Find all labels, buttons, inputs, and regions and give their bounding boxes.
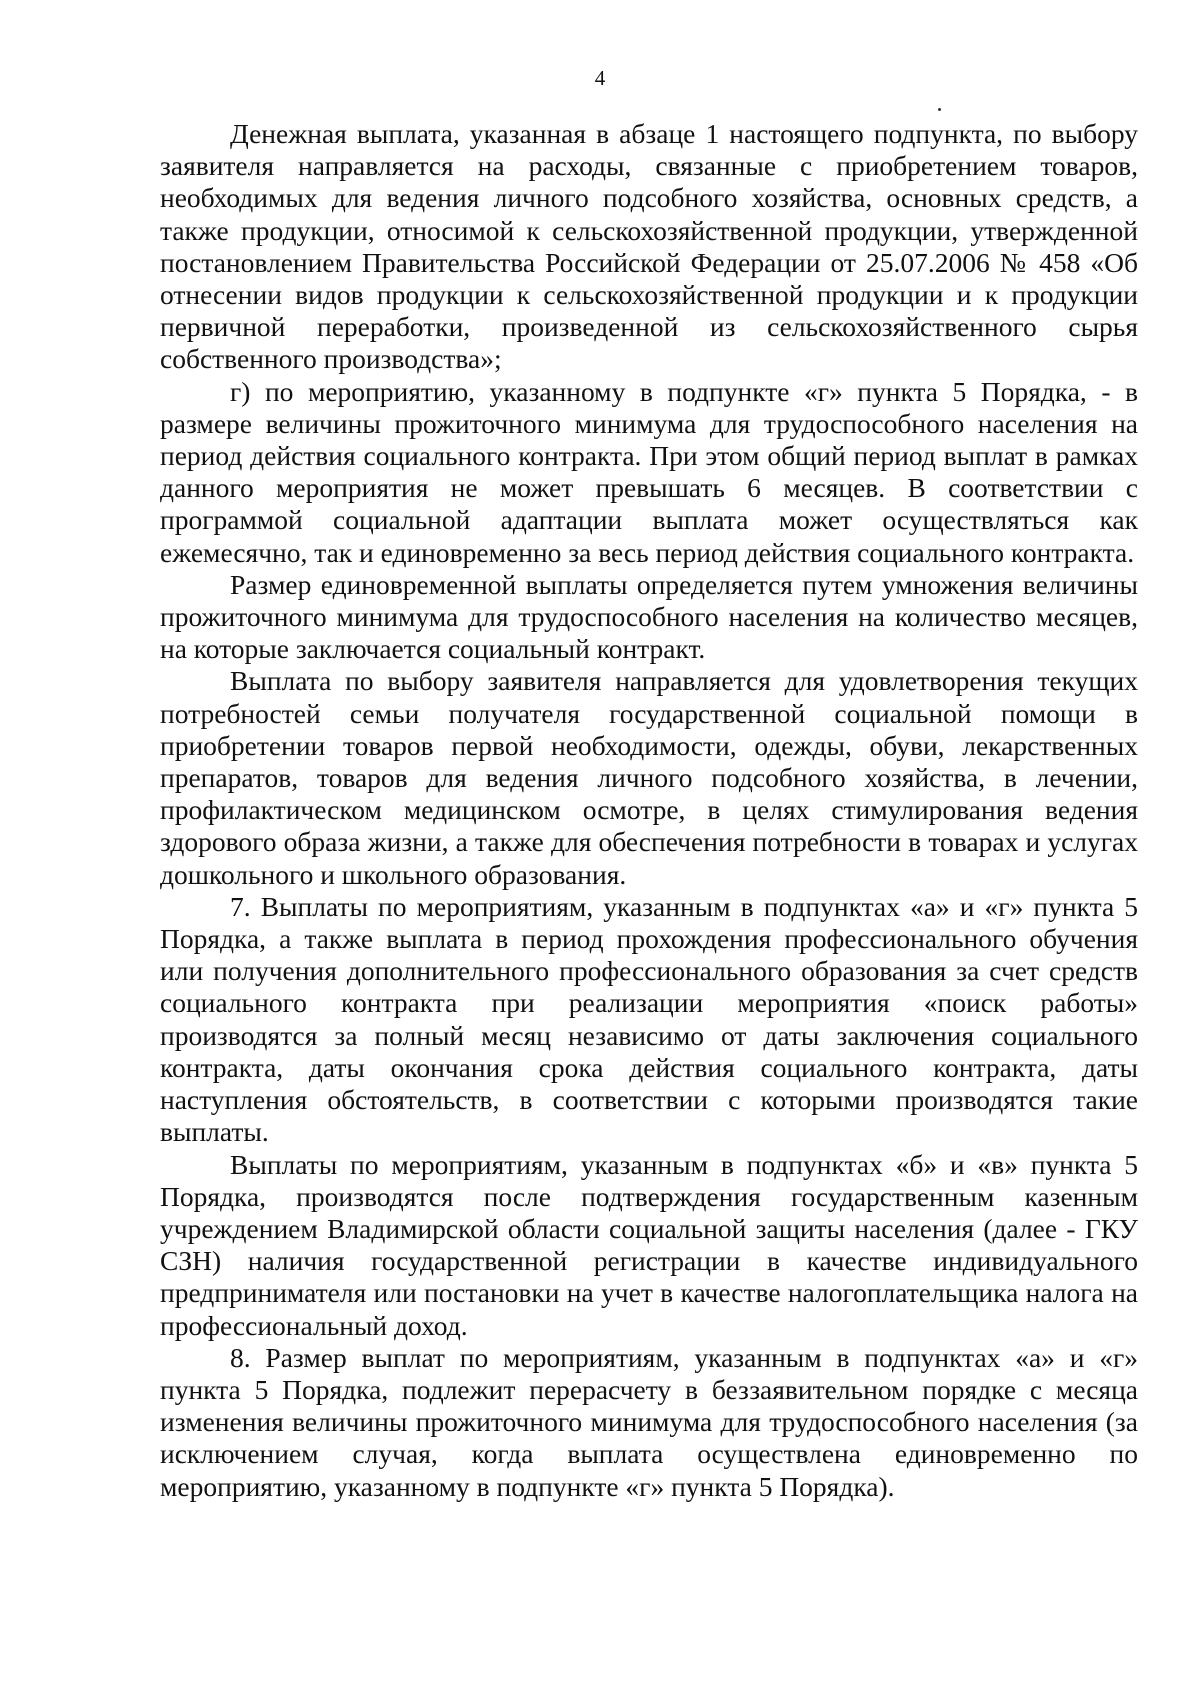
paragraph: Размер единовременной выплаты определяется путем умножения величины прожиточного минимума для трудоспособного населения на количество месяцев, на которые заключается социальный контракт.	[160, 568, 1138, 665]
page-number: 4	[594, 66, 606, 90]
paragraph: Выплата по выбору заявителя направляется для удовлетворения текущих потребностей семьи получателя государственной социальной помощи в приобретении товаров первой необходимости, одежды, обуви, лекарственных препаратов, товаров для ведения личного подсобного хозяйства, в лечении, профилактическом медицинском осмотре, в целях стимулирования ведения здорового образа жизни, а также для обеспечения потребности в товарах и услугах дошкольного и школьного образования.	[160, 665, 1138, 890]
paragraph: Денежная выплата, указанная в абзаце 1 настоящего подпункта, по выбору заявителя направляется на расходы, связанные с приобретением товаров, необходимых для ведения личного подсобного хозяйства, основных средств, а также продукции, относимой к сельскохозяйственной продукции, утвержденной постановлением Правительства Российской Федерации от 25.07.2006 № 458 «Об отнесении видов продукции к сельскохозяйственной продукции и к продукции первичной переработки, произведенной из сельскохозяйственного сырья собственного производства»;	[160, 118, 1138, 375]
paragraph: 8. Размер выплат по мероприятиям, указанным в подпунктах «а» и «г» пункта 5 Порядка, подлежит перерасчету в беззаявительном порядке с месяца изменения величины прожиточного минимума для трудоспособного населения (за исключением случая, когда выплата осуществлена единовременно по мероприятию, указанному в подпункте «г» пункта 5 Порядка).	[160, 1341, 1138, 1502]
paragraph: 7. Выплаты по мероприятиям, указанным в подпунктах «а» и «г» пункта 5 Порядка, а также выплата в период прохождения профессионального обучения или получения дополнительного профессионального образования за счет средств социального контракта при реализации мероприятия «поиск работы» производятся за полный месяц независимо от даты заключения социального контракта, даты окончания срока действия социального контракта, даты наступления обстоятельств, в соответствии с которыми производятся такие выплаты.	[160, 890, 1138, 1148]
paragraph: Выплаты по мероприятиям, указанным в подпунктах «б» и «в» пункта 5 Порядка, производятся после подтверждения государственным казенным учреждением Владимирской области социальной защиты населения (далее - ГКУ СЗН) наличия государственной регистрации в качестве индивидуального предпринимателя или постановки на учет в качестве налогоплательщика налога на профессиональный доход.	[160, 1148, 1138, 1341]
document-body	[160, 118, 1138, 1503]
paragraph: г) по мероприятию, указанному в подпункте «г» пункта 5 Порядка, - в размере величины прожиточного минимума для трудоспособного населения на период действия социального контракта. При этом общий период выплат в рамках данного мероприятия не может превышать 6 месяцев. В соответствии с программой социальной адаптации выплата может осуществляться как ежемесячно, так и единовременно за весь период действия социального контракта.	[160, 375, 1138, 568]
scan-speck	[938, 108, 941, 111]
